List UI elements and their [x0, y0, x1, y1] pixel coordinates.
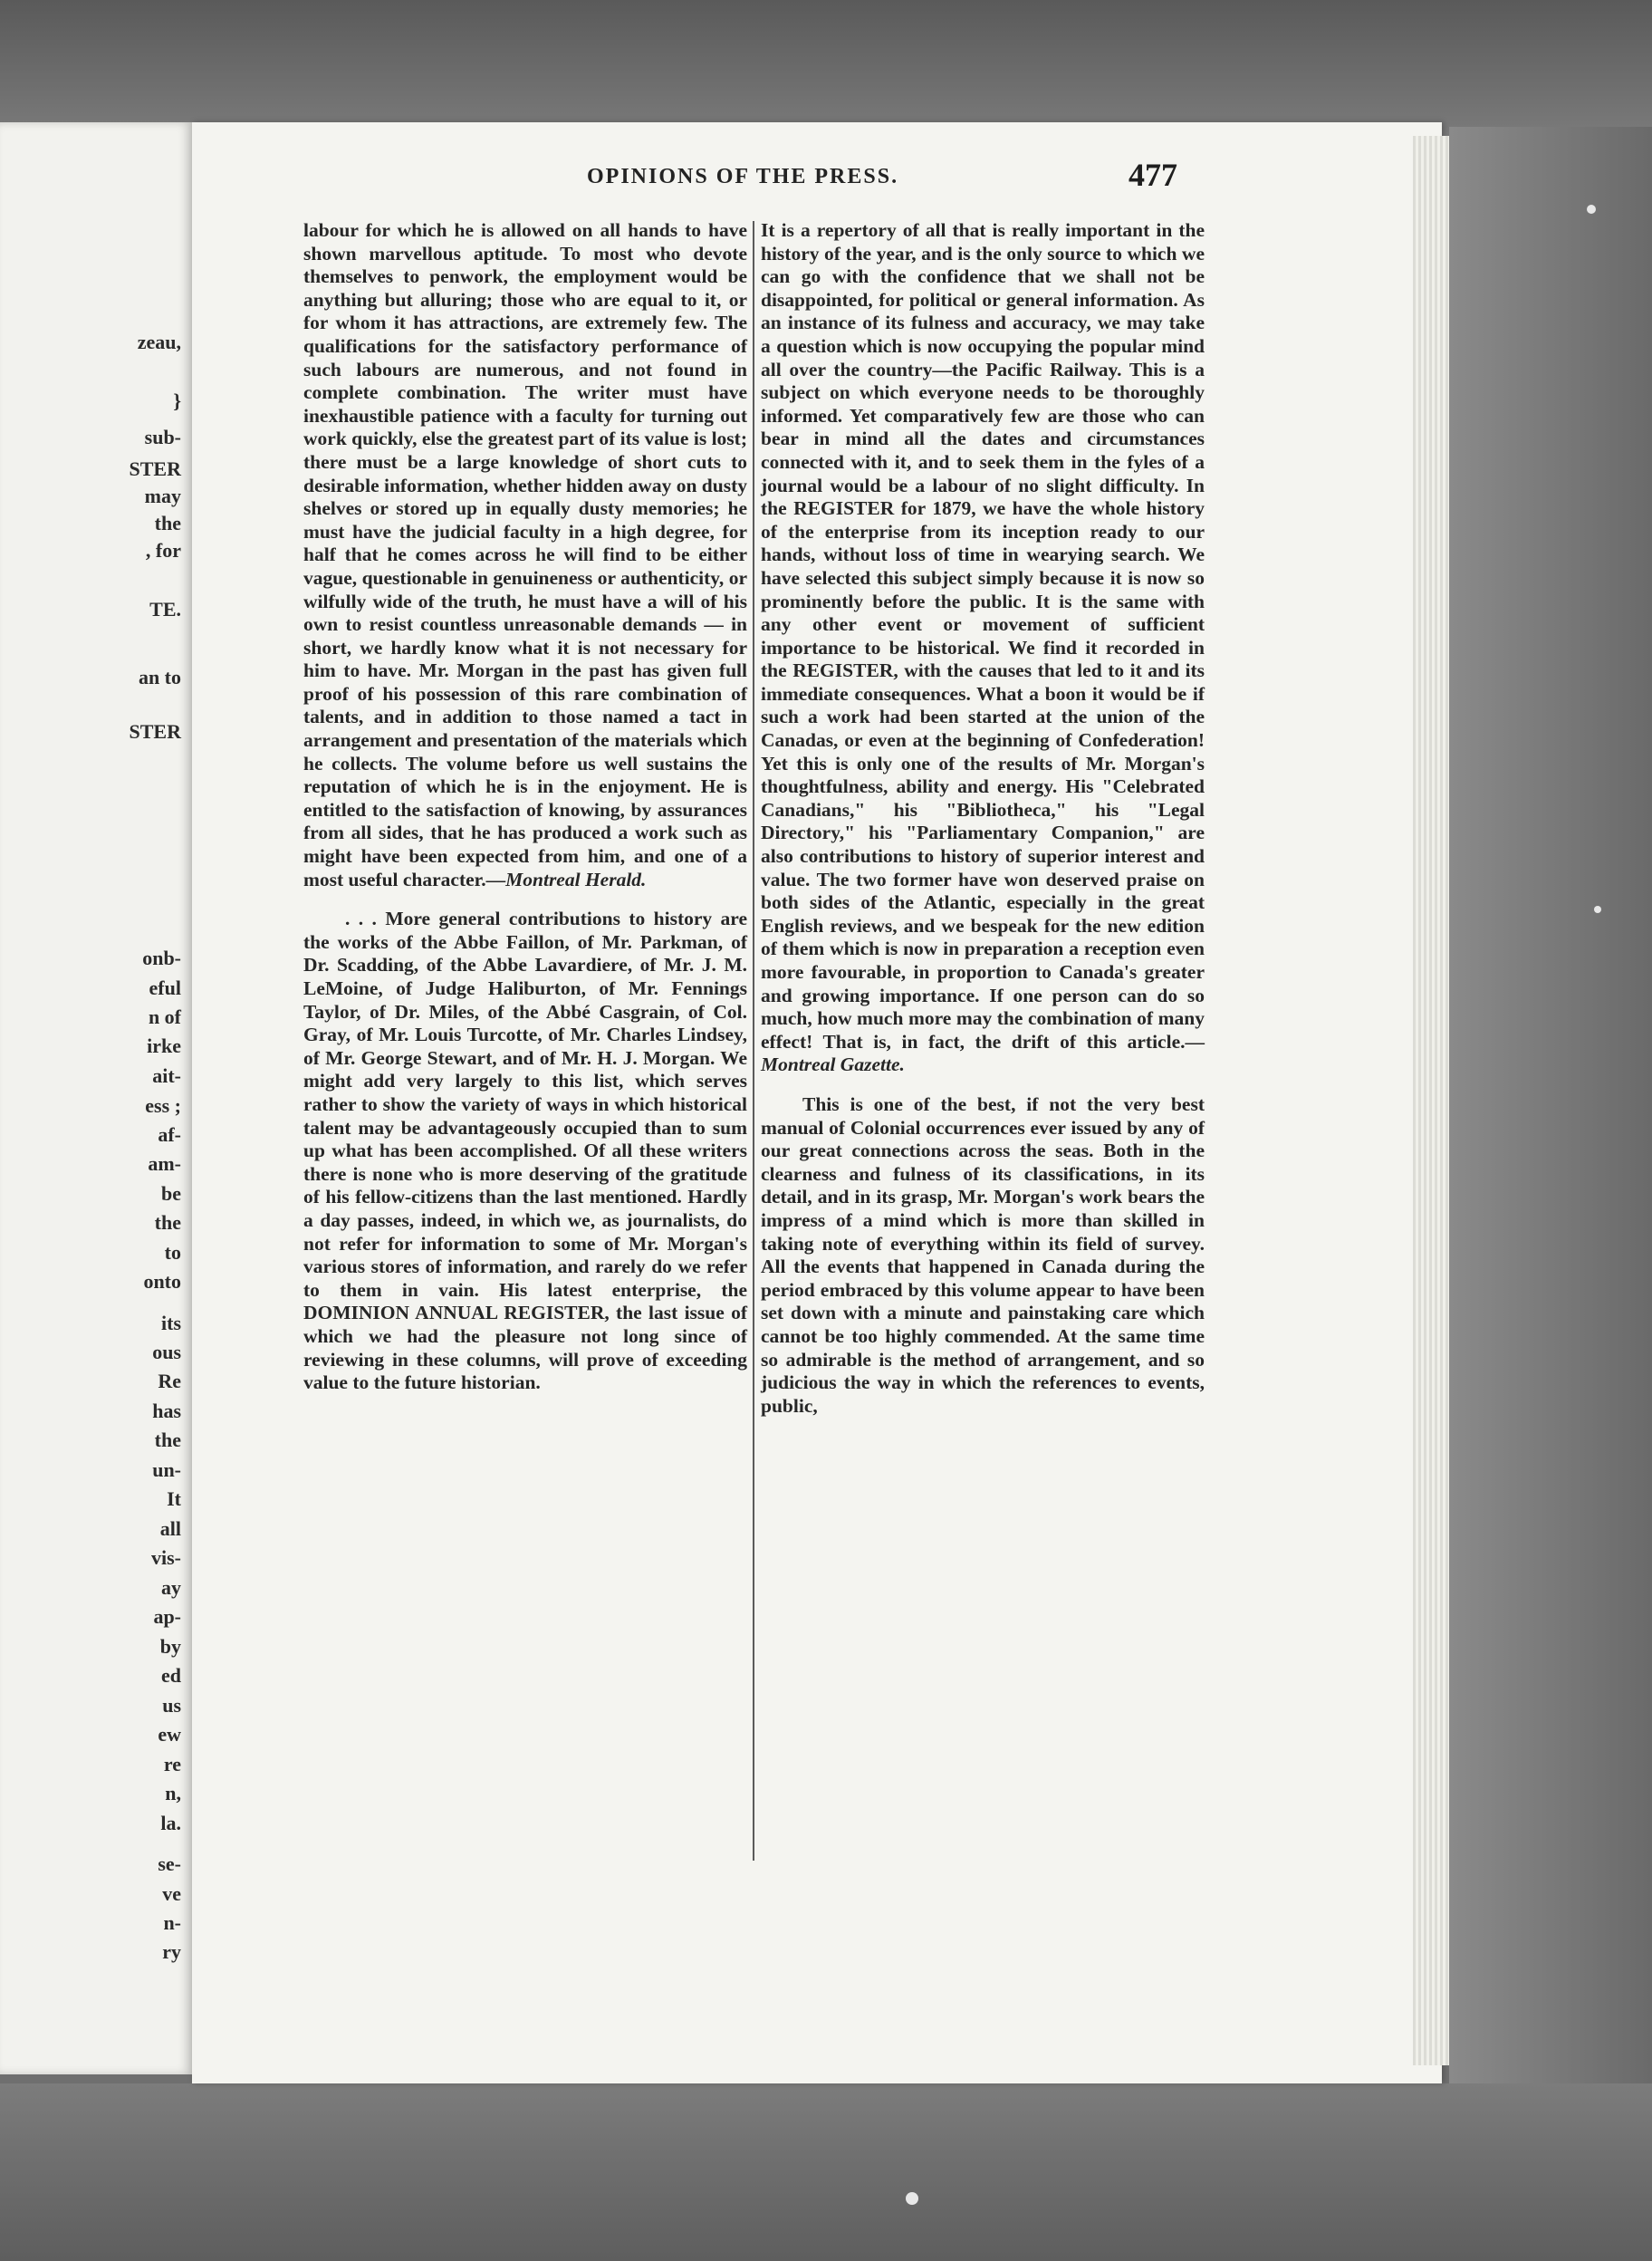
scan-speck — [1587, 205, 1596, 214]
right-paragraph-1 — [761, 219, 1205, 1077]
column-divider — [753, 221, 754, 1861]
prev-page-line: ap- — [153, 1605, 181, 1628]
prev-page-line: be — [161, 1182, 181, 1205]
prev-page-line: n- — [163, 1911, 181, 1934]
prev-page-line: eful — [149, 977, 181, 999]
prev-page-line: ry — [162, 1940, 181, 1963]
prev-page-line: ve — [162, 1882, 181, 1905]
prev-page-line: by — [159, 1635, 181, 1658]
scan-background-top — [0, 0, 1652, 136]
prev-page-line: STER — [129, 457, 181, 480]
prev-page-line: ait- — [152, 1064, 181, 1087]
prev-page-line: sub- — [144, 426, 181, 448]
scan-background-bottom — [0, 2083, 1652, 2261]
prev-page-line: n of — [148, 1005, 181, 1028]
prev-page-line: us — [162, 1694, 181, 1717]
prev-page-line: has — [152, 1400, 181, 1422]
prev-page-line: ous — [152, 1341, 181, 1363]
prev-page-line: to — [164, 1241, 181, 1264]
prev-page-line: ay — [161, 1576, 181, 1599]
prev-page-line: the — [154, 1429, 181, 1451]
prev-page-line: , for — [145, 539, 181, 562]
prev-page-line: ew — [158, 1723, 181, 1746]
prev-page-line: TE. — [149, 598, 181, 621]
scan-speck — [1594, 906, 1601, 913]
prev-page-line: all — [159, 1517, 181, 1540]
prev-page-line: } — [173, 390, 181, 412]
prev-page-line: the — [154, 512, 181, 534]
previous-page-fragment — [0, 122, 192, 2074]
scan-background-right — [1449, 127, 1652, 2261]
right-paragraph-1-source: Montreal Gazette. — [761, 1054, 905, 1076]
prev-page-line: la. — [160, 1812, 181, 1834]
prev-page-line: am- — [148, 1152, 181, 1175]
prev-page-line: af- — [158, 1123, 181, 1146]
running-head: OPINIONS OF THE PRESS. — [587, 165, 899, 188]
prev-page-line: n, — [165, 1782, 181, 1804]
page-edge-stack — [1413, 136, 1449, 2065]
prev-page-line: onb- — [142, 947, 181, 969]
scan-speck — [906, 2192, 918, 2205]
left-paragraph-1-source: Montreal Herald. — [505, 868, 647, 890]
prev-page-line: vis- — [151, 1546, 181, 1569]
prev-page-line: se- — [158, 1852, 181, 1875]
prev-page-line: re — [163, 1753, 181, 1775]
prev-page-line: STER — [129, 720, 181, 743]
prev-page-line: the — [154, 1211, 181, 1234]
right-paragraph-2: This is one of the best, if not the very best manual of Colonial occurrences ever issued by any of our great connections across the seas. Both in the clearness and fulness of its classifications, in its detail, and in its grasp, Mr. Morgan's work bears the impress of a mind which is more than skilled in taking note of everything within its field of survey. All the events that happened in Canada during the period embraced by this volume appear to have been set down with a minute and painstaking care which cannot be too highly commended. At the same time so admirable is the method of arrangement, and so judicious the way in which the references to events, public, — [761, 1092, 1205, 1417]
prev-page-line: ess ; — [145, 1094, 181, 1117]
prev-page-line: irke — [147, 1034, 181, 1057]
prev-page-line: un- — [152, 1458, 181, 1481]
right-paragraph-1-text: It is a repertory of all that is really important in the history of the year, and is the only source to which we can go with the confidence that we shall not be disappointed, for political or general information. As an instance of its fulness and accuracy, we may take a question which is now occupying the popular mind all over the country—the Pacific Railway. This is a subject on which everyone needs to be thoroughly informed. Yet comparatively few are those who can bear in mind all the dates and circumstances connected with it, and to seek them in the fyles of a journal would be a labour of no slight difficulty. In the REGISTER for 1879, we have the whole history of the enterprise from its inception ready to our hands, without loss of time in wearying search. We have selected this subject simply because it is now so prominently before the public. It is the same with any other event or movement of sufficient importance to be historical. We find it recorded in the REGISTER, with the causes that led to it and its immediate consequences. What a boon it would be if such a work had been started at the union of the Canadas, or even at the beginning of Confederation! Yet this is only one of the results of Mr. Morgan's thoughtfulness, ability and energy. His "Celebrated Canadians," his "Bibliotheca," his "Legal Directory," his "Parliamentary Companion," are also contributions to history of superior interest and value. The two former have won deserved praise on both sides of the Atlantic, especially in the great English reviews, and we bespeak for the new edition of them which is now in preparation a reception even more favourable, in proportion to Canada's greater and growing importance. If one person can do so much, how much more may the combination of many effect! That is, in fact, the drift of this article.— — [761, 219, 1205, 1053]
prev-page-line: Re — [158, 1370, 181, 1392]
right-column — [761, 219, 1205, 1434]
left-column — [303, 219, 747, 1411]
left-paragraph-1-text: labour for which he is allowed on all hands to have shown marvellous aptitude. To most who devote themselves to penwork, the employment would be anything but alluring; those who are equal to it, or for whom it has attractions, are extremely few. The qualifications for the satisfactory performance of such labours are numerous, and not found in complete combination. The writer must have inexhaustible patience with a faculty for turning out work quickly, else the greatest part of its value is lost; there must be a large knowledge of short cuts to desirable information, whether hidden away on dusty shelves or stored up in equally dusty memories; he must have the judicial faculty in a high degree, for half that he comes across he will find to be either vague, questionable in genuineness or authenticity, or wilfully wide of the truth, he must have a will of his own to resist countless unreasonable demands — in short, we hardly know what it is not necessary for him to have. Mr. Morgan in the past has given full proof of his possession of this rare combination of talents, and in addition to those named a tact in arrangement and presentation of the materials which he collects. The volume before us well sustains the reputation of which he is in the enjoyment. He is entitled to the satisfaction of knowing, by assurances from all sides, that he has produced a work such as might have been expected from him, and one of a most useful character.— — [303, 219, 747, 890]
prev-page-line: ed — [161, 1664, 181, 1687]
left-paragraph-2: . . . More general contributions to history are the works of the Abbe Faillon, of Mr. Parkman, of Dr. Scadding, of the Abbe Lavardiere, of Mr. J. M. LeMoine, of Judge Haliburton, of Mr. Fennings Taylor, of Dr. Miles, of the Abbé Casgrain, of Col. Gray, of Mr. Louis Turcotte, of Mr. Charles Lindsey, of Mr. George Stewart, and of Mr. H. J. Morgan. We might add very largely to this list, which serves rather to show the variety of ways in which historical talent may be advantageously occupied than to sum up what has been accomplished. Of all these writers there is none who is more deserving of the gratitude of his fellow-citizens than the last mentioned. Hardly a day passes, indeed, in which we, as journalists, do not refer for information to some of Mr. Morgan's various stores of information, and rarely do we refer to them in vain. His latest enterprise, the DOMINION ANNUAL REGISTER, the last issue of which we had the pleasure not long since of reviewing in these columns, will prove of exceeding value to the future historian. — [303, 908, 747, 1394]
prev-page-line: It — [167, 1487, 181, 1510]
page-header — [399, 152, 1214, 207]
prev-page-line: may — [144, 485, 181, 507]
prev-page-line: its — [161, 1312, 181, 1334]
page-number: 477 — [1129, 157, 1177, 193]
left-paragraph-1 — [303, 219, 747, 891]
prev-page-line: zeau, — [137, 331, 181, 353]
prev-page-line: an to — [138, 666, 181, 688]
prev-page-line: onto — [143, 1270, 181, 1293]
